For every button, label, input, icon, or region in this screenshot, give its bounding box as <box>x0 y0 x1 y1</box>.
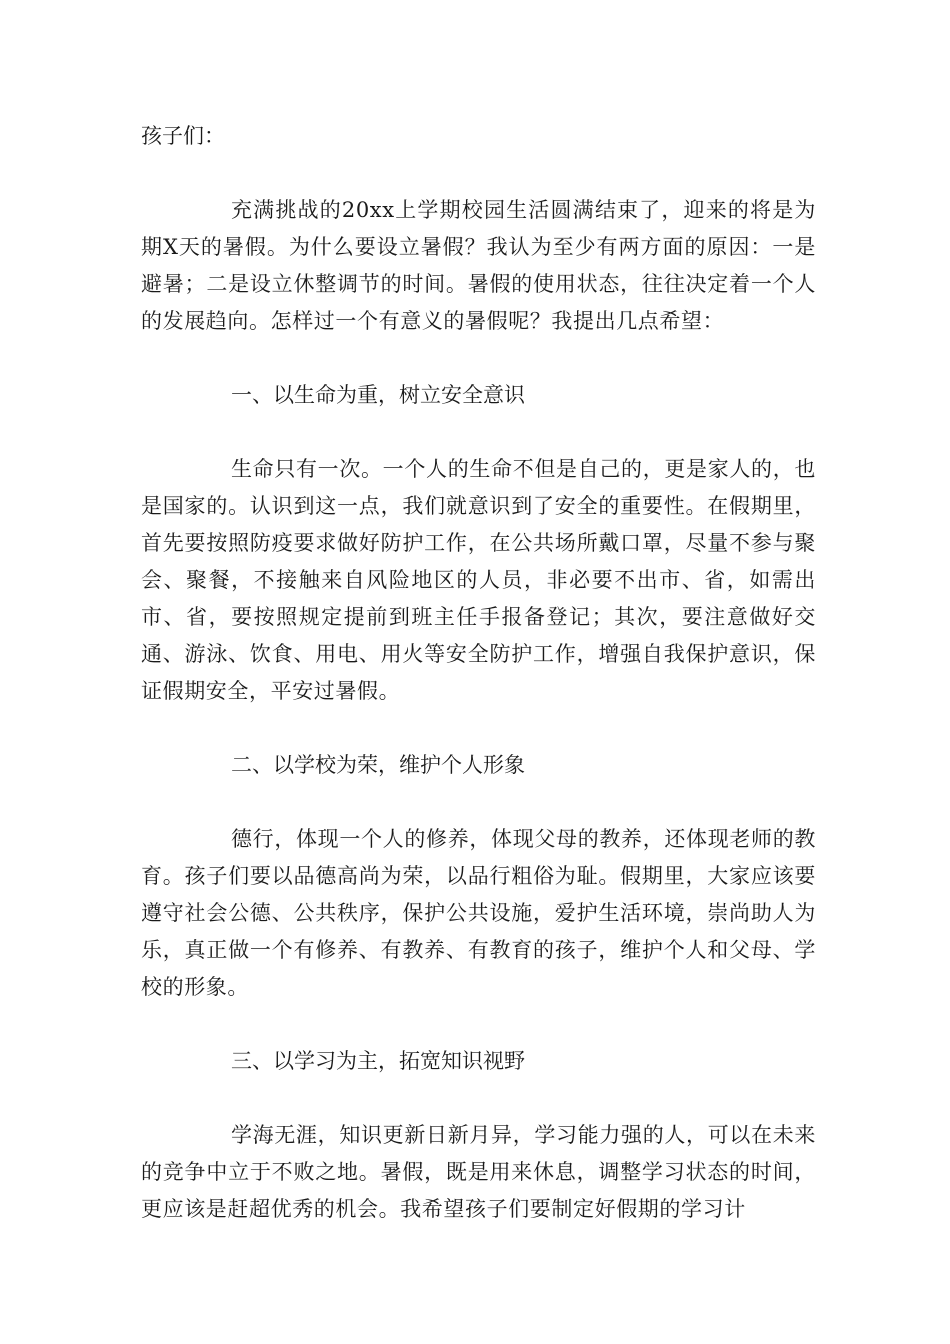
section-heading-image: 二、以学校为荣，维护个人形象 <box>231 753 525 777</box>
intro-paragraph: 充满挑战的20xx上学期校园生活圆满结束了，迎来的将是为期X天的暑假。为什么要设立暑假？我认为至少有两方面的原因：一是避暑；二是设立休整调节的时间。暑假的使用状态，往往决定着一个人的发展趋向。怎样过一个有意义的暑假呢？我提出几点希望： <box>141 198 816 333</box>
greeting-line: 孩子们： <box>141 124 225 148</box>
safety-paragraph: 生命只有一次。一个人的生命不但是自己的，更是家人的，也是国家的。认识到这一点，我们就意识到了安全的重要性。在假期里，首先要按照防疫要求做好防护工作，在公共场所戴口罩，尽量不参与聚会、聚餐，不接触来自风险地区的人员，非必要不出市、省，如需出市、省，要按照规定提前到班主任手报备登记；其次，要注意做好交通、游泳、饮食、用电、用火等安全防护工作，增强自我保护意识，保证假期安全，平安过暑假。 <box>141 457 816 703</box>
document-body <box>141 118 816 1265</box>
section-heading-study: 三、以学习为主，拓宽知识视野 <box>231 1049 525 1073</box>
study-paragraph: 学海无涯，知识更新日新月异，学习能力强的人，可以在未来的竞争中立于不败之地。暑假，既是用来休息，调整学习状态的时间，更应该是赶超优秀的机会。我希望孩子们要制定好假期的学习计 <box>141 1123 816 1221</box>
section-heading-safety: 一、以生命为重，树立安全意识 <box>231 383 525 407</box>
image-paragraph: 德行，体现一个人的修养，体现父母的教养，还体现老师的教育。孩子们要以品德高尚为荣，以品行粗俗为耻。假期里，大家应该要遵守社会公德、公共秩序，保护公共设施，爱护生活环境，崇尚助人为乐，真正做一个有修养、有教养、有教育的孩子，维护个人和父母、学校的形象。 <box>141 827 816 999</box>
